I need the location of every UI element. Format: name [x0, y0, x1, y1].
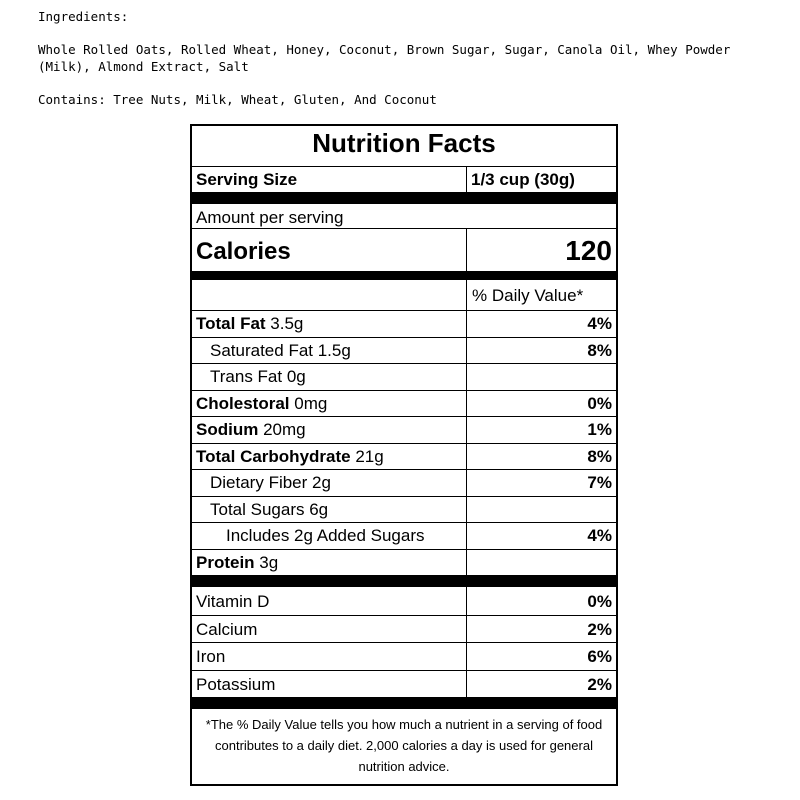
nutrient-daily-value: 4% [587, 314, 612, 333]
nutrient-name: Protein [196, 553, 255, 572]
nutrient-row [192, 549, 616, 576]
vitamin-daily-value: 6% [587, 647, 612, 666]
nutrient-row [192, 469, 616, 496]
nutrient-row [192, 337, 616, 364]
nutrient-row [192, 496, 616, 523]
vitamin-name: Iron [196, 647, 226, 666]
nutrient-label [226, 526, 424, 546]
nutrient-name: Dietary Fiber 2g [210, 473, 331, 492]
serving-size-row [192, 166, 616, 192]
nutrient-row [192, 390, 616, 417]
calories-value: 120 [565, 235, 612, 266]
nutrient-daily-value: 1% [587, 420, 612, 439]
nutrition-facts-panel [190, 124, 618, 786]
nutrient-name: Includes 2g Added Sugars [226, 526, 425, 545]
nutrient-row [192, 416, 616, 443]
thick-divider [192, 192, 616, 204]
serving-size-value: 1/3 cup (30g) [471, 170, 575, 189]
thick-divider [192, 271, 616, 280]
ingredients-list: Whole Rolled Oats, Rolled Wheat, Honey, Coconut, Brown Sugar, Sugar, Canola Oil, Whey Powder (Milk), Almond Extract, Salt [38, 42, 731, 74]
nutrient-label [196, 447, 384, 467]
vitamin-row [192, 670, 616, 698]
allergen-statement: Contains: Tree Nuts, Milk, Wheat, Gluten, And Coconut [38, 92, 437, 107]
vitamin-row [192, 642, 616, 670]
thick-divider [192, 575, 616, 587]
amount-per-serving-row [192, 204, 616, 228]
nutrient-daily-value: 8% [587, 341, 612, 360]
nutrition-facts-title: Nutrition Facts [312, 128, 496, 158]
calories-row [192, 229, 616, 271]
nutrient-name: Total Sugars 6g [210, 500, 329, 519]
nutrient-row [192, 522, 616, 549]
vitamin-name: Calcium [196, 620, 258, 639]
nutrient-daily-value: 7% [587, 473, 612, 492]
nutrient-amount: 21g [350, 447, 384, 466]
amount-per-serving-label: Amount per serving [196, 208, 344, 227]
nutrient-row [192, 443, 616, 470]
nutrient-row [192, 310, 616, 337]
vitamin-daily-value: 0% [587, 592, 612, 611]
thick-divider [192, 697, 616, 709]
nutrient-label [210, 367, 306, 387]
vitamin-daily-value: 2% [587, 620, 612, 639]
nutrient-name: Cholestoral [196, 394, 290, 413]
column-divider [466, 280, 467, 575]
nutrient-label [196, 314, 303, 334]
vitamin-daily-value: 2% [587, 675, 612, 694]
serving-size-label: Serving Size [196, 170, 298, 189]
daily-value-footnote: *The % Daily Value tells you how much a nutrient in a serving of food contributes to a daily diet. 2,000 calories a day is used for general nutrition advice. [205, 717, 603, 774]
nutrient-name: Saturated Fat 1.5g [210, 341, 351, 360]
vitamin-row [192, 587, 616, 615]
daily-value-header-row [192, 280, 616, 310]
nutrient-label [196, 394, 327, 414]
nutrient-amount: 3g [254, 553, 279, 572]
nutrient-name: Sodium [196, 420, 259, 439]
nutrient-amount: 20mg [258, 420, 306, 439]
column-divider [466, 229, 467, 271]
nutrient-name: Trans Fat 0g [210, 367, 306, 386]
nutrient-label [210, 473, 331, 493]
nutrient-name: Total Fat [196, 314, 266, 333]
nutrient-daily-value: 8% [587, 447, 612, 466]
calories-label: Calories [196, 238, 291, 265]
column-divider [466, 166, 467, 192]
nutrient-name: Total Carbohydrate [196, 447, 351, 466]
nutrient-daily-value: 0% [587, 394, 612, 413]
vitamin-name: Potassium [196, 675, 276, 694]
vitamin-name: Vitamin D [196, 592, 270, 611]
nutrient-amount: 0mg [289, 394, 328, 413]
nutrient-label [196, 553, 278, 573]
nutrient-label [210, 500, 328, 520]
nutrient-row [192, 363, 616, 390]
ingredients-heading: Ingredients: [38, 9, 129, 24]
daily-value-header: % Daily Value* [472, 286, 584, 305]
nutrient-label [196, 420, 306, 440]
nutrient-daily-value: 4% [587, 526, 612, 545]
vitamin-row [192, 615, 616, 643]
column-divider [466, 587, 467, 697]
nutrient-amount: 3.5g [265, 314, 304, 333]
nutrient-label [210, 341, 351, 361]
